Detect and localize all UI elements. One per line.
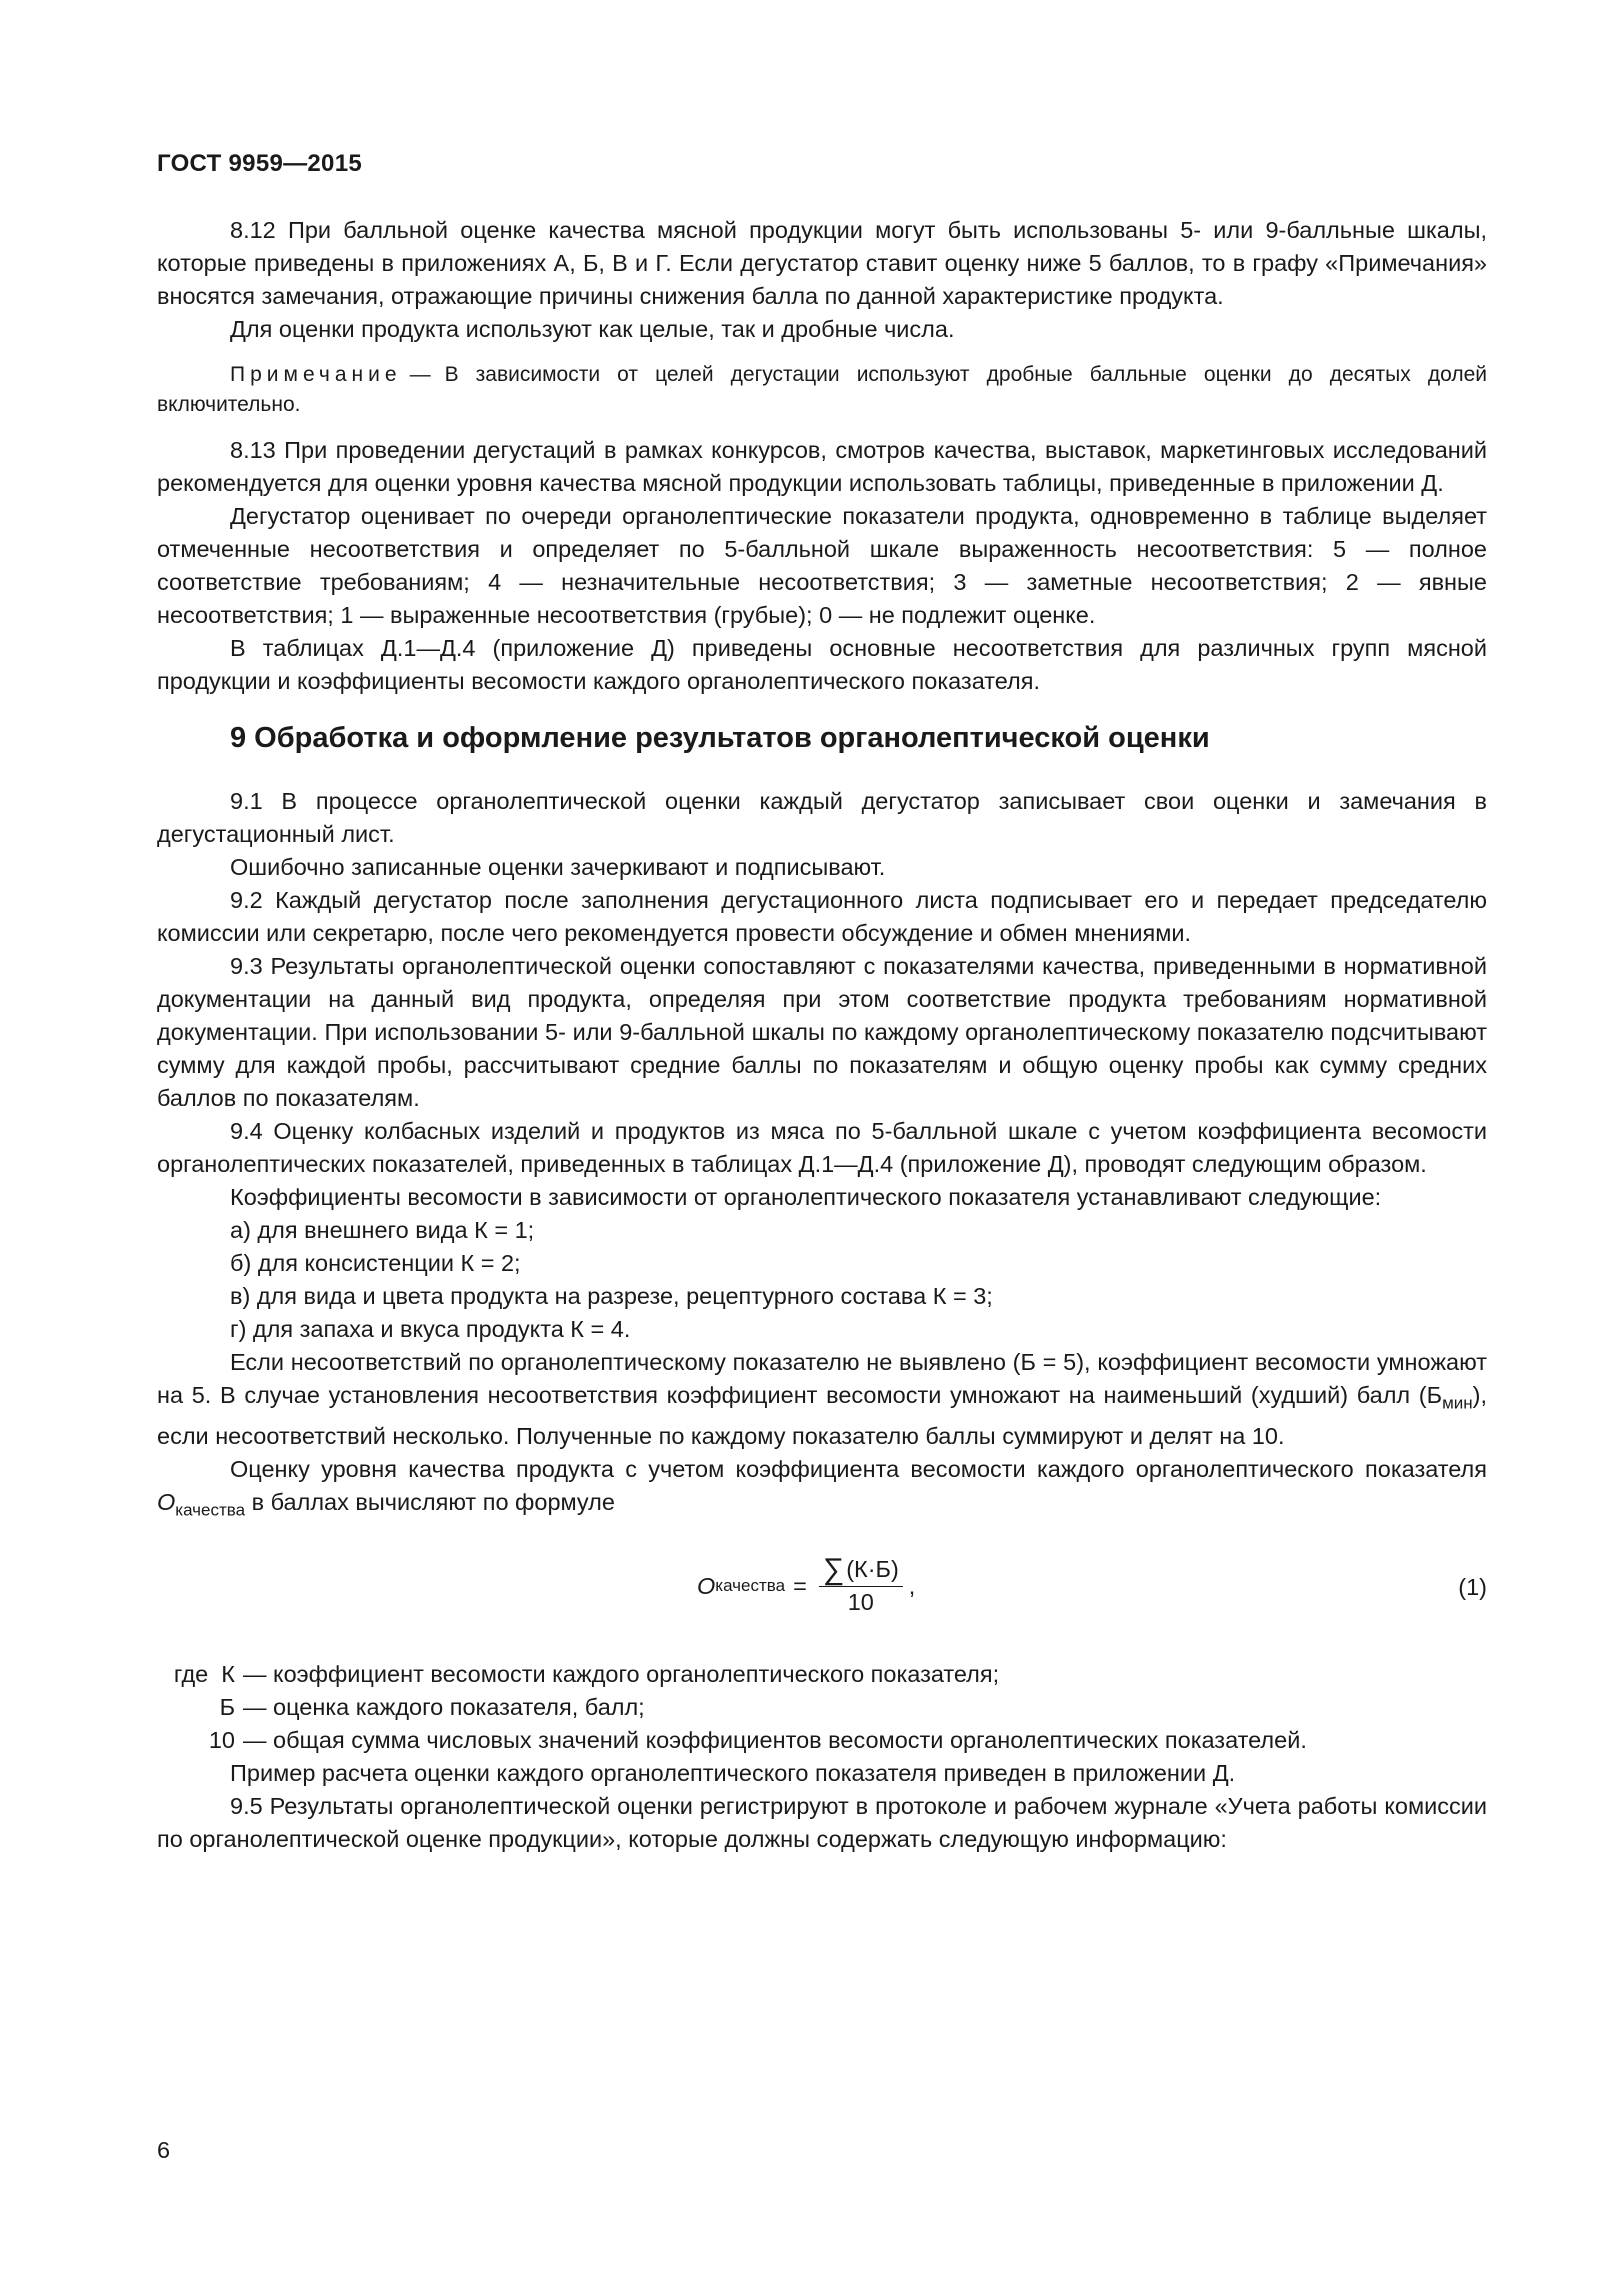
paragraph-9-3: 9.3 Результаты органолептической оценки сопоставляют с показателями качества, приведенными в нормативной документации на данный вид продукта, определяя при этом соответствие продукта требованиям нормативной документации. При использовании 5- или 9-балльной шкалы по каждому органолептическому показателю подсчитывают сумму для каждой пробы, рассчитывают средние баллы по показателям и общую оценку пробы как сумму средних баллов по показателям. bbox=[157, 953, 1487, 1111]
paragraph-9-4: 9.4 Оценку колбасных изделий и продуктов из мяса по 5-балльной шкале с учетом коэффициента весомости органолептических показателей, приведенных в таблицах Д.1—Д.4 (приложение Д), проводят следующим образом. bbox=[157, 1118, 1487, 1177]
text-run: Оценку уровня качества продукта с учетом коэффициента весомости каждого органолептического показателя bbox=[230, 1455, 1487, 1482]
formula-fraction bbox=[819, 1553, 903, 1616]
numerator-text: (К·Б) bbox=[846, 1556, 899, 1583]
text-run: ), если несоответствий несколько. Полученные по каждому показателю баллы суммируют и делят на 10. bbox=[157, 1382, 1487, 1449]
formula-variable: О bbox=[157, 1488, 176, 1515]
paragraph-8-12: 8.12 При балльной оценке качества мясной продукции могут быть использованы 5- или 9-балльные шкалы, которые приведены в приложениях А, Б, В и Г. Если дегустатор ставит оценку ниже 5 баллов, то в графу «Примечания» вносятся замечания, отражающие причины снижения балла по данной характеристике продукта. bbox=[157, 217, 1487, 309]
list-item: а) для внешнего вида К = 1; bbox=[230, 1217, 535, 1243]
formula-numerator bbox=[819, 1553, 903, 1587]
note-label: Примечание bbox=[230, 363, 402, 386]
paragraph: В таблицах Д.1—Д.4 (приложение Д) приведены основные несоответствия для различных групп мясной продукции и коэффициенты весомости каждого органолептического показателя. bbox=[157, 635, 1487, 694]
document-page bbox=[157, 150, 1487, 1856]
text-run: Если несоответствий по органолептическому показателю не выявлено (Б = 5), коэффициент весомости умножают на 5. В случае установления несоответствия коэффициент весомости умножают на наименьший (худший) балл (Б bbox=[157, 1349, 1487, 1408]
formula-comma: , bbox=[908, 1572, 916, 1599]
text-run: в баллах вычисляют по формуле bbox=[245, 1488, 615, 1515]
formula-equals: = bbox=[793, 1572, 807, 1599]
paragraph-8-13: 8.13 При проведении дегустаций в рамках конкурсов, смотров качества, выставок, маркетинговых исследований рекомендуется для оценки уровня качества мясной продукции использовать таблицы, приведенные в приложении Д. bbox=[157, 437, 1487, 496]
note bbox=[157, 360, 1487, 420]
document-header: ГОСТ 9959—2015 bbox=[157, 150, 363, 177]
equation-number: (1) bbox=[1458, 1574, 1487, 1601]
where-definition: — общая сумма числовых значений коэффициентов весомости органолептических показателей. bbox=[243, 1727, 1307, 1754]
subscript: качества bbox=[175, 1500, 246, 1520]
subscript: мин bbox=[1442, 1393, 1473, 1413]
formula-subscript: качества bbox=[715, 1576, 786, 1596]
where-definition: — коэффициент весомости каждого органолептического показателя; bbox=[243, 1661, 1000, 1688]
paragraph: Пример расчета оценки каждого органолептического показателя приведен в приложении Д. bbox=[230, 1760, 1236, 1787]
paragraph-9-2: 9.2 Каждый дегустатор после заполнения дегустационного листа подписывает его и передает председателю комиссии или секретарю, после чего рекомендуется провести обсуждение и обмен мнениями. bbox=[157, 887, 1487, 946]
paragraph: Коэффициенты весомости в зависимости от органолептического показателя устанавливают следующие: bbox=[230, 1184, 1382, 1210]
paragraph: Для оценки продукта используют как целые, так и дробные числа. bbox=[230, 316, 955, 342]
list-item: г) для запаха и вкуса продукта К = 4. bbox=[230, 1316, 631, 1342]
note-text: В зависимости от целей дегустации используют дробные балльные оценки до десятых долей включительно. bbox=[157, 363, 1487, 416]
where-symbol: Б bbox=[219, 1694, 235, 1721]
formula-expression bbox=[697, 1553, 916, 1616]
paragraph-9-5: 9.5 Результаты органолептической оценки регистрируют в протоколе и рабочем журнале «Учета работы комиссии по органолептической оценке продукции», которые должны содержать следующую информацию: bbox=[157, 1793, 1487, 1853]
paragraph-9-1: 9.1 В процессе органолептической оценки каждый дегустатор записывает свои оценки и замечания в дегустационный лист. bbox=[157, 788, 1487, 847]
paragraph: Ошибочно записанные оценки зачеркивают и подписывают. bbox=[230, 854, 886, 880]
where-prefix: где bbox=[173, 1661, 209, 1688]
page-number: 6 bbox=[157, 2137, 171, 2163]
formula-variable: О bbox=[697, 1572, 716, 1599]
symbol-text: К bbox=[221, 1661, 235, 1688]
formula-block bbox=[157, 1548, 1487, 1632]
paragraph-formula-intro bbox=[157, 1453, 1487, 1527]
paragraph: Дегустатор оценивает по очереди органолептические показатели продукта, одновременно в таблице выделяет отмеченные несоответствия и определяет по 5-балльной шкале выраженность несоответствия: 5 — полное соответствие требованиям; 4 — незначительные несоответствия; 3 — заметные несоответствия; 2 — явные несоответствия; 1 — выраженные несоответствия (грубые); 0 — не подлежит оценке. bbox=[157, 503, 1487, 628]
paragraph-bmin bbox=[157, 1346, 1487, 1453]
where-symbol bbox=[157, 1658, 243, 1691]
formula-denominator: 10 bbox=[847, 1589, 874, 1616]
section-title: 9 Обработка и оформление результатов органолептической оценки bbox=[230, 722, 1210, 754]
list-item: в) для вида и цвета продукта на разрезе, рецептурного состава К = 3; bbox=[230, 1283, 993, 1309]
sigma-symbol: ∑ bbox=[822, 1553, 845, 1587]
where-list bbox=[157, 1658, 1487, 1757]
where-symbol: 10 bbox=[208, 1727, 235, 1754]
list-item: б) для консистенции К = 2; bbox=[230, 1250, 521, 1276]
where-definition: — оценка каждого показателя, балл; bbox=[243, 1694, 645, 1721]
note-dash: — bbox=[409, 363, 431, 386]
